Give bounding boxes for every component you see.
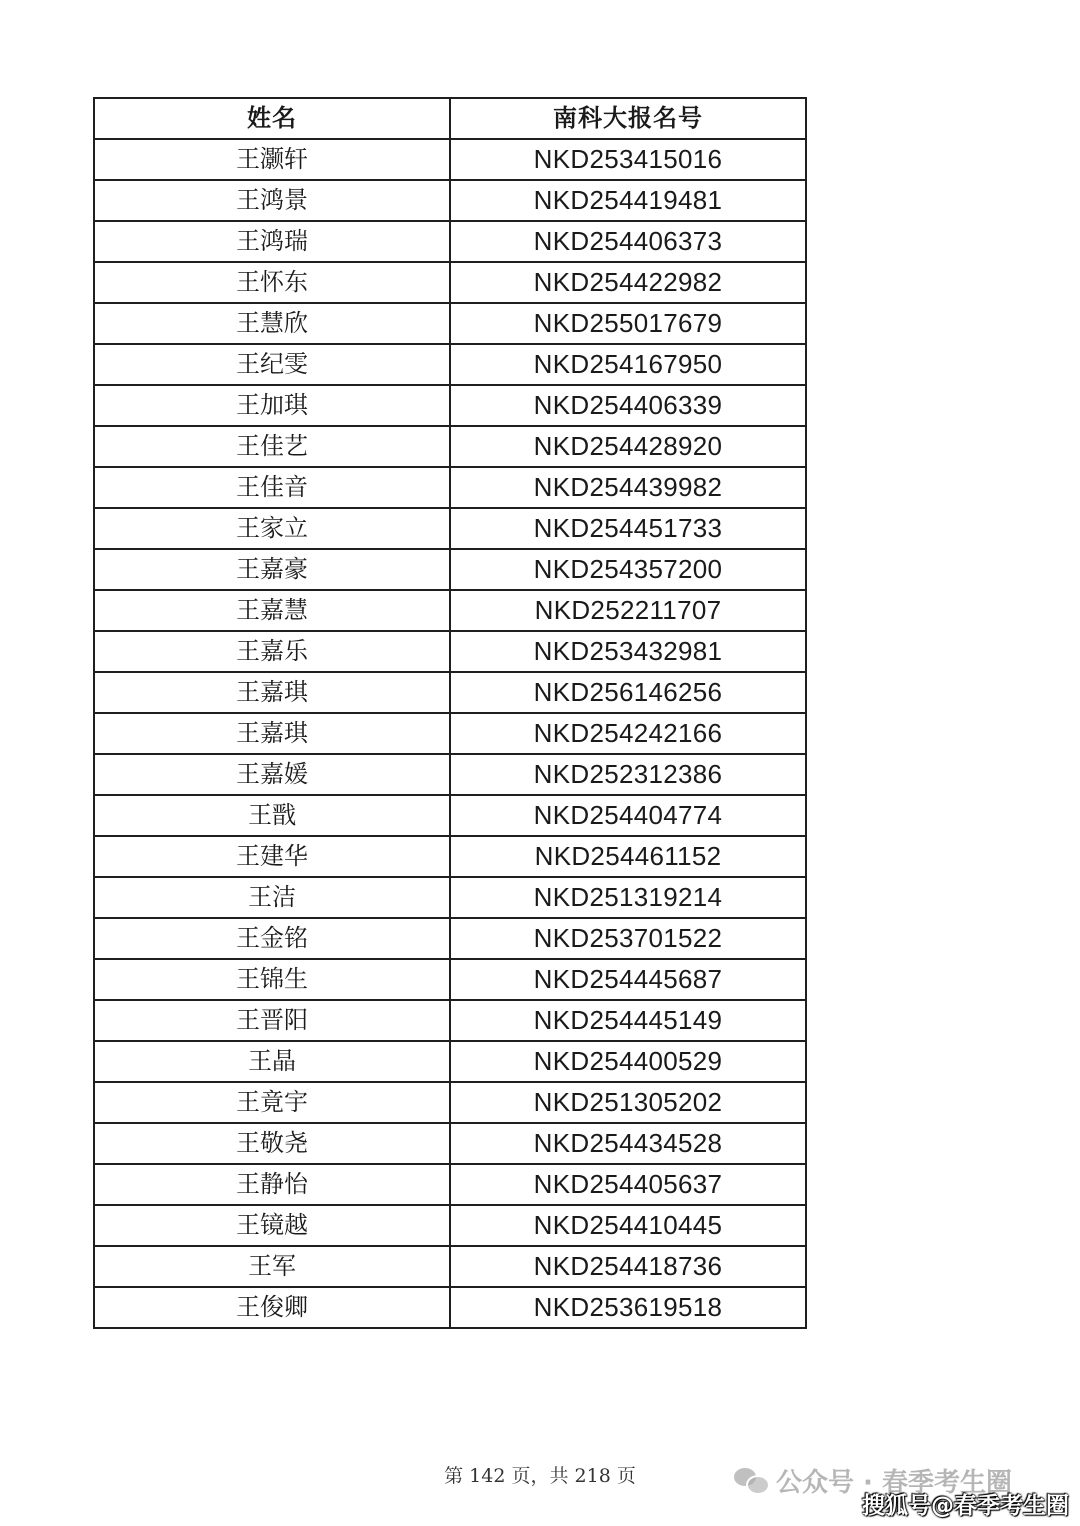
table-row [94,1041,806,1082]
table-row [94,1287,806,1328]
student-name-cell: 王静怡 [94,1164,450,1205]
registration-id-cell: NKD254445687 [450,959,806,1000]
table-row [94,1123,806,1164]
student-name-cell: 王嘉乐 [94,631,450,672]
student-name-cell: 王鸿景 [94,180,450,221]
registration-id-cell: NKD256146256 [450,672,806,713]
table-row [94,959,806,1000]
registration-id-cell: NKD254400529 [450,1041,806,1082]
student-name-cell: 王怀东 [94,262,450,303]
student-name-cell: 王佳音 [94,467,450,508]
registration-id-cell: NKD253619518 [450,1287,806,1328]
table-header-row [94,98,806,139]
student-name-cell: 王嘉媛 [94,754,450,795]
page-number-footer: 第 142 页，共 218 页 [444,1465,636,1487]
registration-id-cell: NKD254404774 [450,795,806,836]
registration-id-cell: NKD253701522 [450,918,806,959]
wechat-watermark-text: 公众号 · 春季考生圈 [776,1467,1012,1498]
registration-id-cell: NKD254406339 [450,385,806,426]
column-header-registration-id: 南科大报名号 [450,98,806,139]
registration-id-cell: NKD254418736 [450,1246,806,1287]
student-name-cell: 王洁 [94,877,450,918]
table-row [94,180,806,221]
registration-id-cell: NKD254445149 [450,1000,806,1041]
registration-id-cell: NKD254357200 [450,549,806,590]
registration-id-cell: NKD253415016 [450,139,806,180]
student-name-cell: 王锦生 [94,959,450,1000]
registration-id-cell: NKD254439982 [450,467,806,508]
table-row [94,631,806,672]
table-row [94,672,806,713]
table-row [94,590,806,631]
table-body [94,139,806,1328]
student-name-cell: 王嘉慧 [94,590,450,631]
student-name-cell: 王嘉豪 [94,549,450,590]
column-header-name: 姓名 [94,98,450,139]
table-row [94,1000,806,1041]
student-name-cell: 王加琪 [94,385,450,426]
student-name-cell: 王镜越 [94,1205,450,1246]
student-name-cell: 王纪雯 [94,344,450,385]
student-name-cell: 王晶 [94,1041,450,1082]
table-row [94,508,806,549]
student-name-cell: 王俊卿 [94,1287,450,1328]
student-name-cell: 王鸿瑞 [94,221,450,262]
registration-id-cell: NKD254406373 [450,221,806,262]
student-name-cell: 王佳艺 [94,426,450,467]
registration-id-cell: NKD254405637 [450,1164,806,1205]
table-row [94,139,806,180]
registration-id-cell: NKD251305202 [450,1082,806,1123]
table-row [94,713,806,754]
table-row [94,795,806,836]
table-row [94,426,806,467]
student-name-cell: 王灏轩 [94,139,450,180]
table-row [94,1164,806,1205]
table-row [94,918,806,959]
registration-id-cell: NKD252312386 [450,754,806,795]
student-name-cell: 王家立 [94,508,450,549]
registration-id-cell: NKD254422982 [450,262,806,303]
registration-id-cell: NKD254451733 [450,508,806,549]
table-row [94,1246,806,1287]
registration-id-cell: NKD254167950 [450,344,806,385]
table-row [94,836,806,877]
admission-list-table [93,97,807,1329]
student-name-cell: 王竟宇 [94,1082,450,1123]
registration-id-cell: NKD254434528 [450,1123,806,1164]
table-row [94,344,806,385]
table-row [94,877,806,918]
student-name-cell: 王敬尧 [94,1123,450,1164]
registration-id-cell: NKD254242166 [450,713,806,754]
table-row [94,303,806,344]
table-row [94,262,806,303]
registration-id-cell: NKD254461152 [450,836,806,877]
wechat-icon [734,1466,768,1494]
student-name-cell: 王慧欣 [94,303,450,344]
student-name-cell: 王晋阳 [94,1000,450,1041]
student-name-cell: 王戬 [94,795,450,836]
registration-id-cell: NKD254410445 [450,1205,806,1246]
registration-id-cell: NKD254428920 [450,426,806,467]
student-name-cell: 王嘉琪 [94,672,450,713]
table-row [94,1205,806,1246]
student-name-cell: 王军 [94,1246,450,1287]
student-name-cell: 王建华 [94,836,450,877]
registration-id-cell: NKD252211707 [450,590,806,631]
registration-id-cell: NKD253432981 [450,631,806,672]
student-name-cell: 王金铭 [94,918,450,959]
table-row [94,385,806,426]
table-row [94,549,806,590]
registration-id-cell: NKD255017679 [450,303,806,344]
registration-id-cell: NKD254419481 [450,180,806,221]
sohu-watermark: 搜狐号@春季考生圈 [862,1493,1069,1519]
table-row [94,221,806,262]
table-row [94,1082,806,1123]
table-row [94,754,806,795]
student-name-cell: 王嘉琪 [94,713,450,754]
registration-id-cell: NKD251319214 [450,877,806,918]
table-row [94,467,806,508]
